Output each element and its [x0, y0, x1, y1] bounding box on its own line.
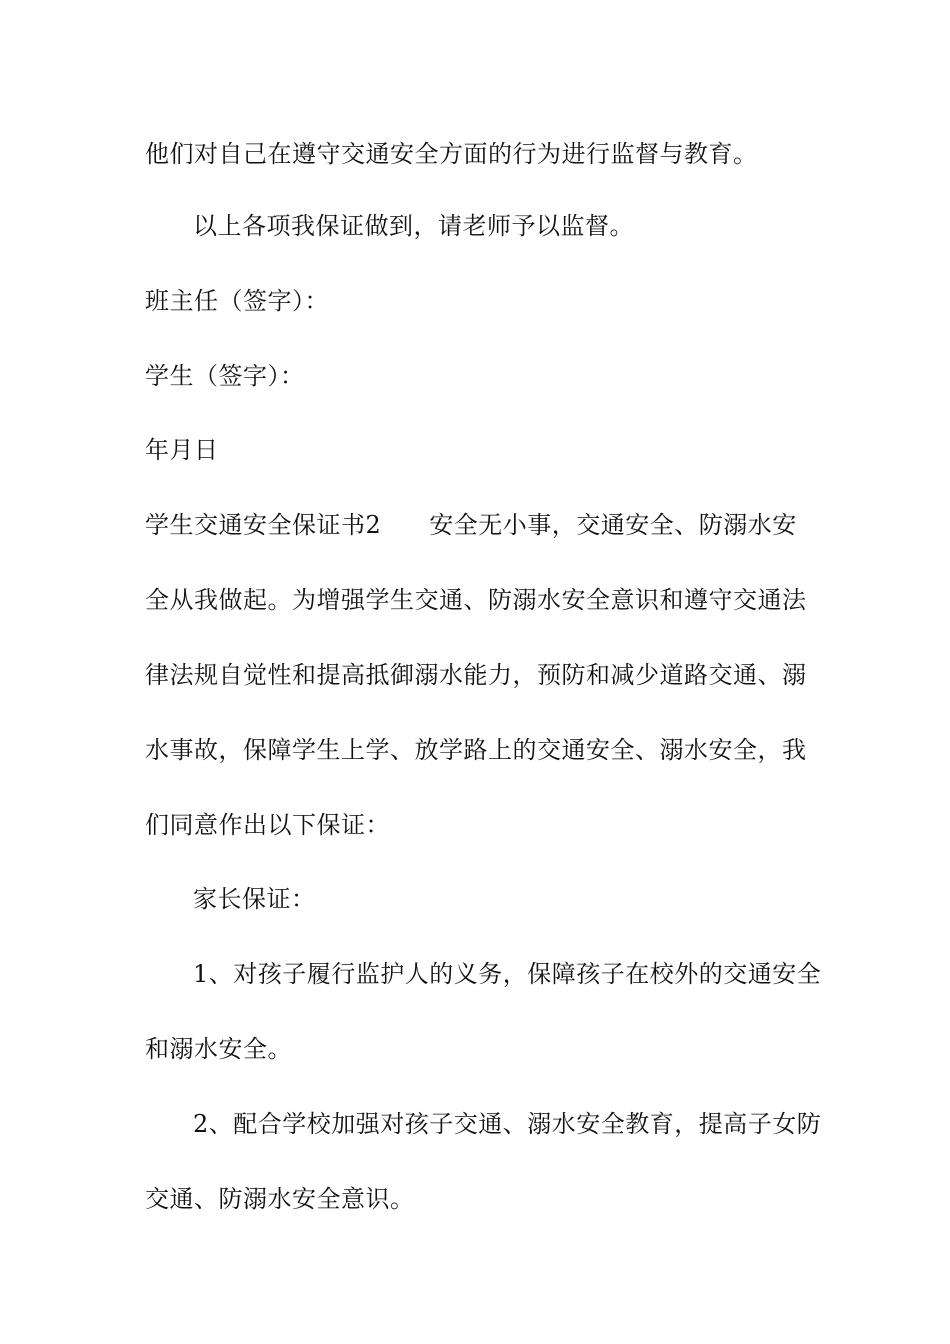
paragraph-line: 全从我做起。为增强学生交通、防溺水安全意识和遵守交通法 [145, 586, 807, 614]
paragraph-line: 以上各项我保证做到，请老师予以监督。 [193, 212, 634, 240]
paragraph-line: 们同意作出以下保证： [145, 811, 390, 839]
signature-line-student: 学生（签字）： [145, 362, 305, 390]
paragraph-text: 安全无小事，交通安全、防溺水安 [429, 511, 797, 539]
list-item-continuation: 交通、防溺水安全意识。 [145, 1185, 415, 1213]
paragraph-line: 他们对自己在遵守交通安全方面的行为进行监督与教育。 [145, 140, 758, 168]
subheading: 家长保证： [193, 885, 316, 913]
signature-line-teacher: 班主任（签字）： [145, 287, 329, 315]
paragraph-line: 律法规自觉性和提高抵御溺水能力，预防和减少道路交通、溺 [145, 661, 807, 689]
section-title-line [145, 510, 825, 540]
list-item: 1、对孩子履行监护人的义务，保障孩子在校外的交通安全 [193, 960, 822, 988]
paragraph-line: 水事故，保障学生上学、放学路上的交通安全、溺水安全，我 [145, 736, 807, 764]
list-item-continuation: 和溺水安全。 [145, 1035, 292, 1063]
date-line: 年月日 [145, 436, 219, 464]
list-item: 2、配合学校加强对孩子交通、溺水安全教育，提高子女防 [193, 1110, 822, 1138]
section-title: 学生交通安全保证书2 [145, 511, 382, 539]
